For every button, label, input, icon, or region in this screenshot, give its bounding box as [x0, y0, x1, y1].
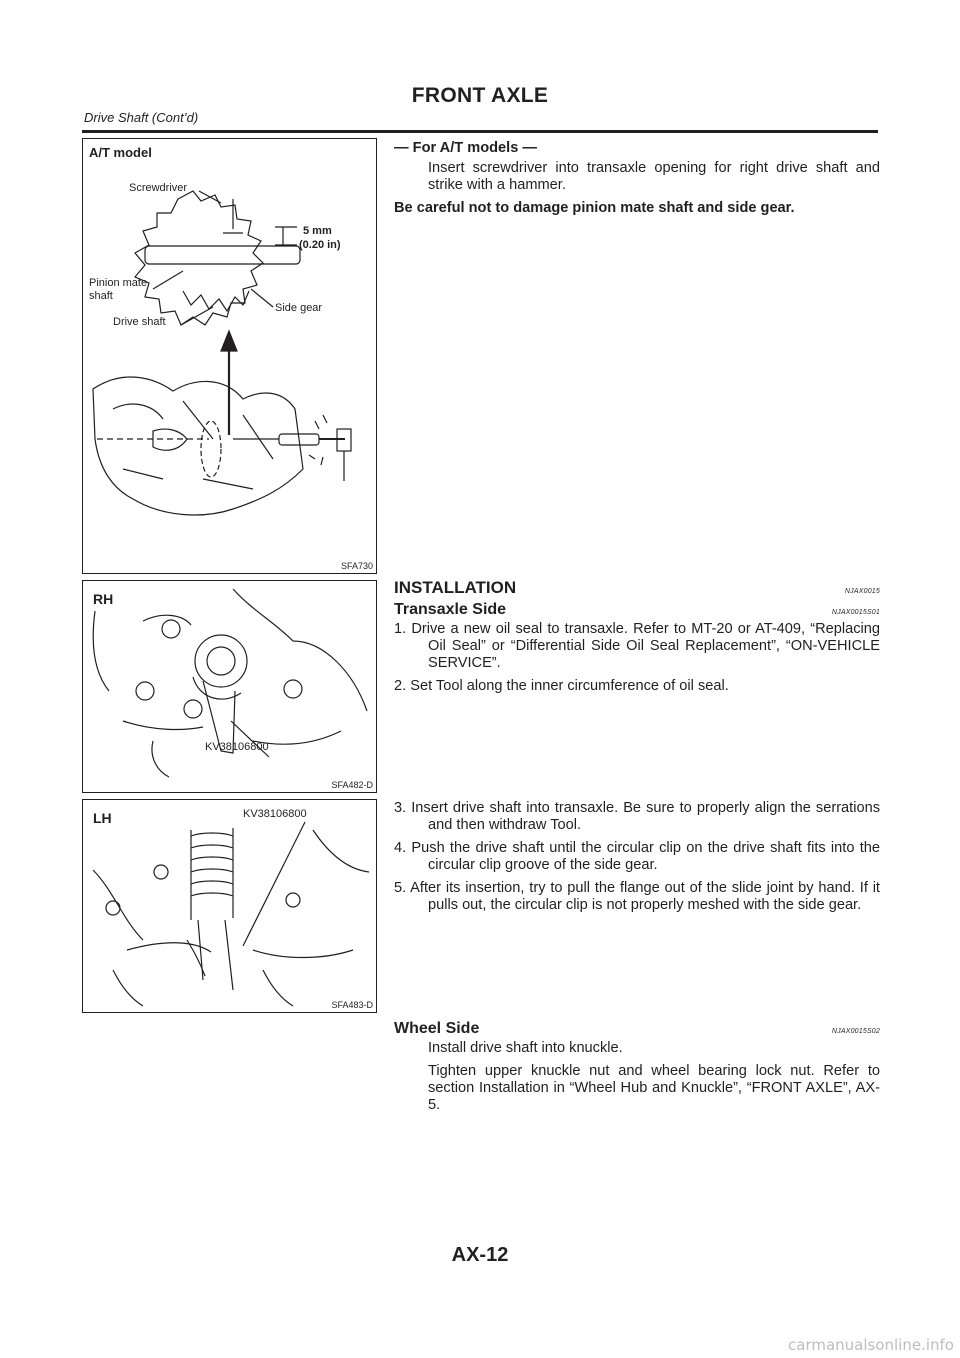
- at-models-heading: — For A/T models —: [394, 140, 537, 156]
- figure-rh: [82, 580, 377, 793]
- tool-label: KV38106800: [243, 808, 307, 820]
- rh-illustration: [83, 581, 376, 792]
- wheel-side-paragraph-1: Install drive shaft into knuckle.: [428, 1040, 623, 1056]
- header-rule: [82, 130, 878, 133]
- step-2: 2. Set Tool along the inner circumference of oil seal.: [394, 678, 729, 694]
- wheel-side-section: [394, 1020, 880, 1114]
- figure-heading: LH: [93, 810, 112, 826]
- figure-code: SFA483-D: [331, 1000, 373, 1010]
- page-number: AX-12: [451, 1244, 509, 1266]
- installation-section: [394, 578, 880, 695]
- installation-ref-code: NJAX0015: [844, 588, 880, 595]
- label-drive-shaft: Drive shaft: [113, 316, 166, 328]
- wheel-side-ref-code: NJAX0015S02: [831, 1028, 880, 1035]
- at-models-section: [394, 140, 880, 217]
- installation-heading: [394, 578, 880, 598]
- caution-text: Be careful not to damage pinion mate shaft and side gear.: [394, 200, 795, 216]
- transaxle-side-heading: [394, 601, 880, 619]
- wheel-side-paragraph-2: Tighten upper knuckle nut and wheel bearing lock nut. Refer to section Installation in “Wheel Hub and Knuckle”, “FRONT AXLE”, AX-5.: [428, 1063, 880, 1113]
- at-model-illustration: [83, 139, 376, 573]
- label-shaft: shaft: [89, 290, 113, 302]
- label-gap-mm: 5 mm: [303, 225, 332, 237]
- step-5: 5. After its insertion, try to pull the flange out of the slide joint by hand. If it pulls out, the circular clip is not properly meshed with the side gear.: [394, 880, 880, 913]
- figure-at-model: [82, 138, 377, 574]
- wheel-side-heading: [394, 1020, 880, 1038]
- section-subtitle: Drive Shaft (Cont’d): [84, 110, 199, 125]
- figure-code: SFA730: [340, 561, 373, 571]
- label-gap-in: (0.20 in): [299, 239, 341, 251]
- step-4: 4. Push the drive shaft until the circular clip on the drive shaft fits into the circular clip groove of the side gear.: [394, 840, 880, 873]
- installation-title: INSTALLATION: [394, 578, 517, 597]
- transaxle-side-steps-continued: [394, 800, 880, 914]
- step-1: 1. Drive a new oil seal to transaxle. Refer to MT-20 or AT-409, “Replacing Oil Seal” or “Differential Side Oil Seal Replacement”, “ON-VEHICLE SERVICE”.: [394, 621, 880, 671]
- transaxle-side-ref-code: NJAX0015S01: [831, 609, 880, 616]
- step-3: 3. Insert drive shaft into transaxle. Be sure to properly align the serrations and then withdraw Tool.: [394, 800, 880, 833]
- label-side-gear: Side gear: [275, 302, 323, 314]
- wheel-side-title: Wheel Side: [394, 1020, 480, 1037]
- figure-code: SFA482-D: [331, 780, 373, 790]
- at-models-step: Insert screwdriver into transaxle opening for right drive shaft and strike with a hammer.: [428, 160, 880, 193]
- figure-lh: [82, 799, 377, 1013]
- figure-heading: RH: [93, 591, 114, 607]
- lh-illustration: [83, 800, 376, 1012]
- page-title: FRONT AXLE: [411, 84, 549, 107]
- tool-label: KV38106800: [205, 741, 269, 753]
- watermark: carmanualsonline.info: [788, 1336, 954, 1354]
- figure-heading: A/T model: [89, 145, 152, 160]
- transaxle-side-title: Transaxle Side: [394, 601, 507, 618]
- label-screwdriver: Screwdriver: [129, 182, 188, 194]
- label-pinion-mate: Pinion mate: [89, 277, 148, 289]
